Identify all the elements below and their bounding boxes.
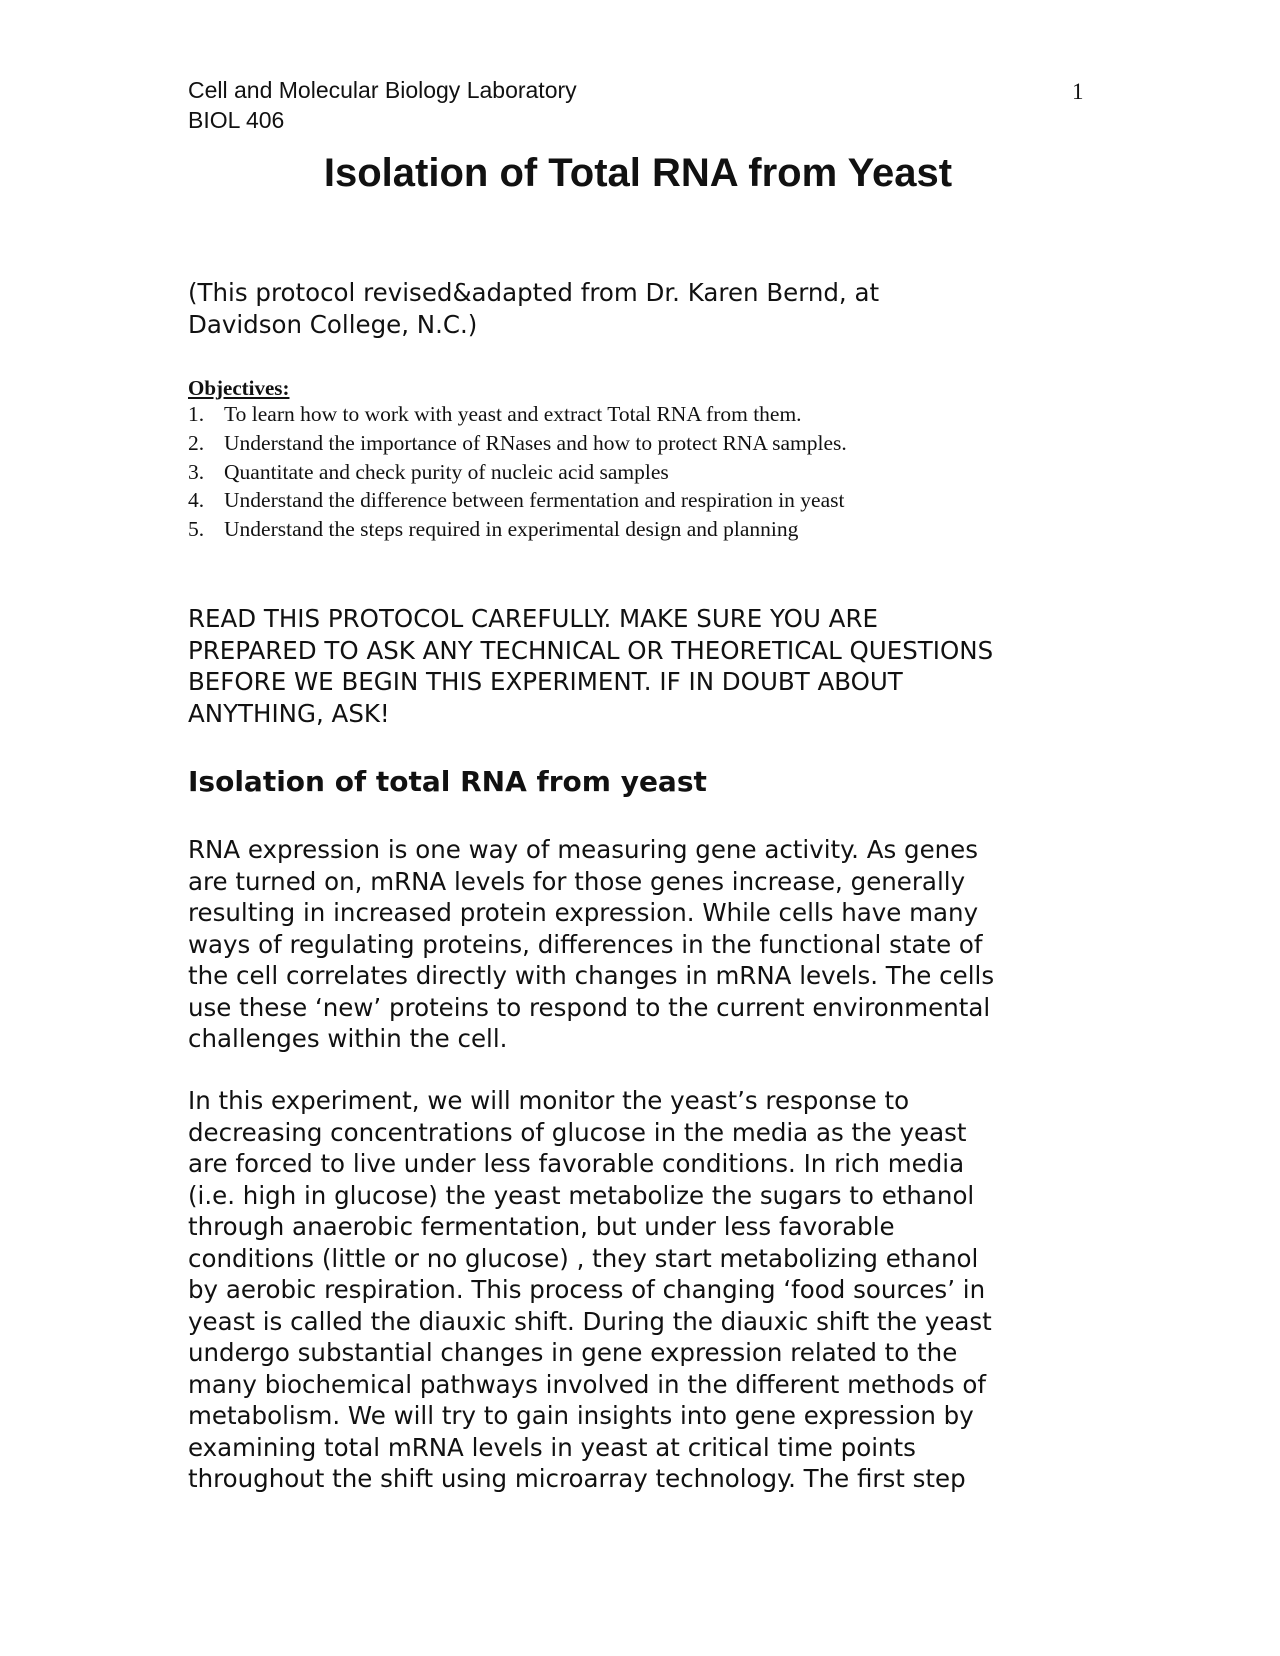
paragraph-line: through anaerobic fermentation, but under less favorable (188, 1212, 895, 1241)
course-title: Cell and Molecular Biology Laboratory (188, 77, 577, 103)
paragraph-line: RNA expression is one way of measuring gene activity. As genes (188, 835, 979, 864)
paragraph-line: (i.e. high in glucose) the yeast metabolize the sugars to ethanol (188, 1180, 975, 1210)
paragraph-line: examining total mRNA levels in yeast at critical time points (188, 1432, 916, 1462)
objective-text: Understand the importance of RNases and how to protect RNA samples. (224, 430, 847, 455)
paragraph-line: decreasing concentrations of glucose in the media as the yeast (188, 1117, 967, 1147)
objective-item (188, 486, 1088, 515)
paragraph-experiment (188, 1085, 1088, 1495)
paragraph-intro (188, 834, 1088, 1055)
warning-line: READ THIS PROTOCOL CAREFULLY. MAKE SURE YOU ARE (188, 604, 878, 633)
credit-line: (This protocol revised&adapted from Dr. Karen Bernd, at (188, 278, 880, 307)
paragraph-line: metabolism. We will try to gain insights into gene expression by (188, 1401, 974, 1430)
warning-line: BEFORE WE BEGIN THIS EXPERIMENT. IF IN DOUBT ABOUT (188, 667, 903, 696)
objective-text: Quantitate and check purity of nucleic acid samples (224, 459, 669, 484)
paragraph-line: throughout the shift using microarray technology. The first step (188, 1464, 966, 1493)
credit-line: Davidson College, N.C.) (188, 309, 478, 339)
course-code: BIOL 406 (188, 107, 285, 133)
warning-notice (188, 603, 1088, 729)
paragraph-line: resulting in increased protein expression. While cells have many (188, 898, 979, 927)
objective-number: 4. (188, 488, 205, 513)
objective-item (188, 429, 1088, 458)
paragraph-line: yeast is called the diauxic shift. During the diauxic shift the yeast (188, 1306, 992, 1336)
objectives-heading: Objectives: (188, 376, 290, 400)
objective-text: Understand the steps required in experimental design and planning (224, 517, 799, 542)
paragraph-line: challenges within the cell. (188, 1024, 508, 1053)
paragraph-line: conditions (little or no glucose) , they start metabolizing ethanol (188, 1243, 979, 1273)
objectives-list (188, 400, 1088, 544)
document-title: Isolation of Total RNA from Yeast (323, 151, 953, 195)
objective-item (188, 458, 1088, 487)
objective-item (188, 400, 1088, 429)
paragraph-line: ways of regulating proteins, differences in the functional state of (188, 929, 983, 959)
objective-text: To learn how to work with yeast and extract Total RNA from them. (224, 402, 802, 426)
objective-number: 1. (188, 402, 205, 426)
paragraph-line: undergo substantial changes in gene expression related to the (188, 1338, 958, 1367)
objective-text: Understand the difference between fermentation and respiration in yeast (224, 488, 845, 513)
objective-number: 3. (188, 459, 205, 484)
paragraph-line: are forced to live under less favorable conditions. In rich media (188, 1149, 965, 1178)
paragraph-line: many biochemical pathways involved in the different methods of (188, 1369, 986, 1399)
page-number: 1 (1072, 79, 1084, 104)
paragraph-line: the cell correlates directly with changes in mRNA levels. The cells (188, 961, 995, 990)
objective-item (188, 515, 1088, 544)
paragraph-line: by aerobic respiration. This process of changing ‘food sources’ in (188, 1275, 986, 1304)
warning-line: ANYTHING, ASK! (188, 698, 390, 728)
warning-line: PREPARED TO ASK ANY TECHNICAL OR THEORETICAL QUESTIONS (188, 635, 994, 665)
paragraph-line: In this experiment, we will monitor the yeast’s response to (188, 1086, 910, 1115)
paragraph-line: use these ‘new’ proteins to respond to the current environmental (188, 992, 991, 1022)
objective-number: 2. (188, 430, 205, 455)
paragraph-line: are turned on, mRNA levels for those genes increase, generally (188, 866, 966, 896)
objective-number: 5. (188, 517, 205, 542)
credit-note (188, 277, 1088, 340)
section-heading: Isolation of total RNA from yeast (188, 765, 707, 798)
